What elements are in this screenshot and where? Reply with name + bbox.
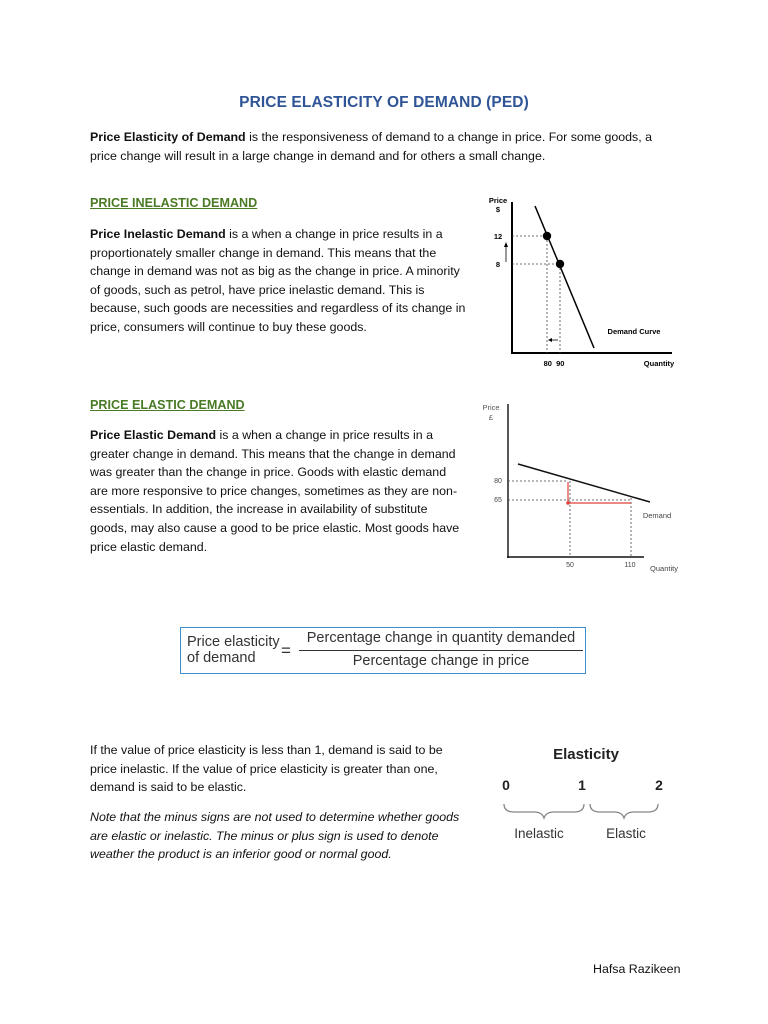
- note-paragraph: [90, 808, 480, 864]
- inelastic-term: Price Inelastic Demand: [90, 227, 226, 241]
- demand-curve: [518, 464, 650, 502]
- y-axis-unit: £: [488, 413, 494, 422]
- x-tick-110: 110: [624, 562, 636, 569]
- x-axis-label: Quantity: [650, 564, 678, 573]
- formula-left-line1: Price elasticity: [187, 634, 280, 650]
- elastic-paragraph: [90, 426, 480, 556]
- elastic-line: essentials. In addition, the increase in availability of substitute: [90, 502, 428, 517]
- intro-text-1: is the responsiveness of demand to a change in price. For some goods, a: [245, 130, 653, 144]
- y-tick-8: 8: [495, 260, 501, 269]
- elastic-term: Price Elastic Demand: [90, 428, 217, 442]
- intro-text-2: price change will result in a large change in demand and for others a small change.: [90, 148, 546, 163]
- elastic-demand-graph: [476, 396, 686, 576]
- formula-left-side: [187, 634, 280, 666]
- inelastic-line: proportionately smaller change in demand. This means that the: [90, 245, 437, 260]
- curve-label: Demand: [642, 511, 672, 520]
- inelastic-line: price, consumers will continue to buy these goods.: [90, 319, 367, 334]
- elastic-line: greater change in demand. This means that the change in demand: [90, 446, 456, 461]
- inelastic-demand-graph: [482, 190, 682, 372]
- elasticity-scale-diagram: [490, 738, 680, 848]
- scale-number-1: 1: [578, 777, 586, 793]
- elastic-heading: PRICE ELASTIC DEMAND: [90, 398, 245, 412]
- change-point: [566, 501, 570, 505]
- elastic-line: goods, may also cause a good to be price elastic. Most goods have: [90, 520, 460, 535]
- formula-numerator: Percentage change in quantity demanded: [306, 630, 576, 646]
- inelastic-brace: [504, 804, 584, 818]
- y-tick-80: 80: [494, 478, 502, 485]
- elastic-text: is a when a change in price results in a: [216, 428, 433, 442]
- inelastic-paragraph: [90, 225, 480, 337]
- elastic-line: was greater than the change in price. Goods with elastic demand: [90, 465, 447, 480]
- inelastic-heading: PRICE INELASTIC DEMAND: [90, 196, 258, 210]
- rule-line: demand is said to be elastic.: [90, 780, 247, 795]
- inelastic-label: Inelastic: [514, 826, 564, 841]
- elasticity-rule-paragraph: [90, 741, 480, 797]
- formula-denominator: Percentage change in price: [352, 653, 530, 669]
- x-axis-label: Quantity: [643, 359, 675, 368]
- scale-number-0: 0: [502, 777, 510, 793]
- x-tick-50: 50: [566, 562, 574, 569]
- elastic-brace: [590, 804, 658, 818]
- formula-left-line2: of demand: [187, 650, 256, 666]
- ped-formula: [180, 627, 586, 674]
- price-arrow-head: [504, 242, 508, 247]
- y-tick-12: 12: [493, 232, 503, 241]
- intro-paragraph: [90, 128, 690, 165]
- quantity-arrow-head: [548, 338, 552, 342]
- note-line: Note that the minus signs are not used to determine whether goods: [90, 810, 460, 824]
- curve-label: Demand Curve: [607, 327, 661, 336]
- y-axis-label: Price: [482, 403, 500, 412]
- y-axis-unit: $: [495, 205, 501, 214]
- page-title: PRICE ELASTICITY OF DEMAND (PED): [239, 94, 529, 111]
- scale-title: Elasticity: [553, 746, 619, 763]
- demand-curve: [535, 206, 594, 348]
- elastic-line: are more responsive to price changes, sometimes as they are non-: [90, 483, 458, 498]
- point-12-80: [543, 232, 551, 240]
- point-8-90: [556, 260, 564, 268]
- y-axis-label: Price: [488, 196, 508, 205]
- fraction-bar: [299, 650, 583, 651]
- rule-line: price inelastic. If the value of price elasticity is greater than one,: [90, 761, 438, 776]
- rule-line: If the value of price elasticity is less than 1, demand is said to be: [90, 743, 443, 757]
- x-ticks: 80 90: [543, 359, 565, 368]
- elastic-label: Elastic: [606, 826, 646, 841]
- formula-equals: =: [281, 641, 291, 660]
- inelastic-text: is a when a change in price results in a: [225, 227, 443, 241]
- intro-term: Price Elasticity of Demand: [90, 130, 246, 144]
- scale-number-2: 2: [655, 777, 663, 793]
- y-tick-65: 65: [494, 497, 502, 504]
- note-line: are elastic or inelastic. The minus or plus sign is used to denote: [90, 828, 439, 843]
- inelastic-line: change in demand was not as big as the change in price. A minority: [90, 264, 460, 279]
- author-name: Hafsa Razikeen: [593, 962, 681, 976]
- elastic-line: price elastic demand.: [90, 539, 208, 554]
- note-line: weather the product is an inferior good or normal good.: [90, 847, 392, 862]
- inelastic-line: of goods, such as petrol, have price inelastic demand. This is: [90, 282, 425, 297]
- inelastic-line: because, such goods are necessities and regardless of its change in: [90, 301, 466, 316]
